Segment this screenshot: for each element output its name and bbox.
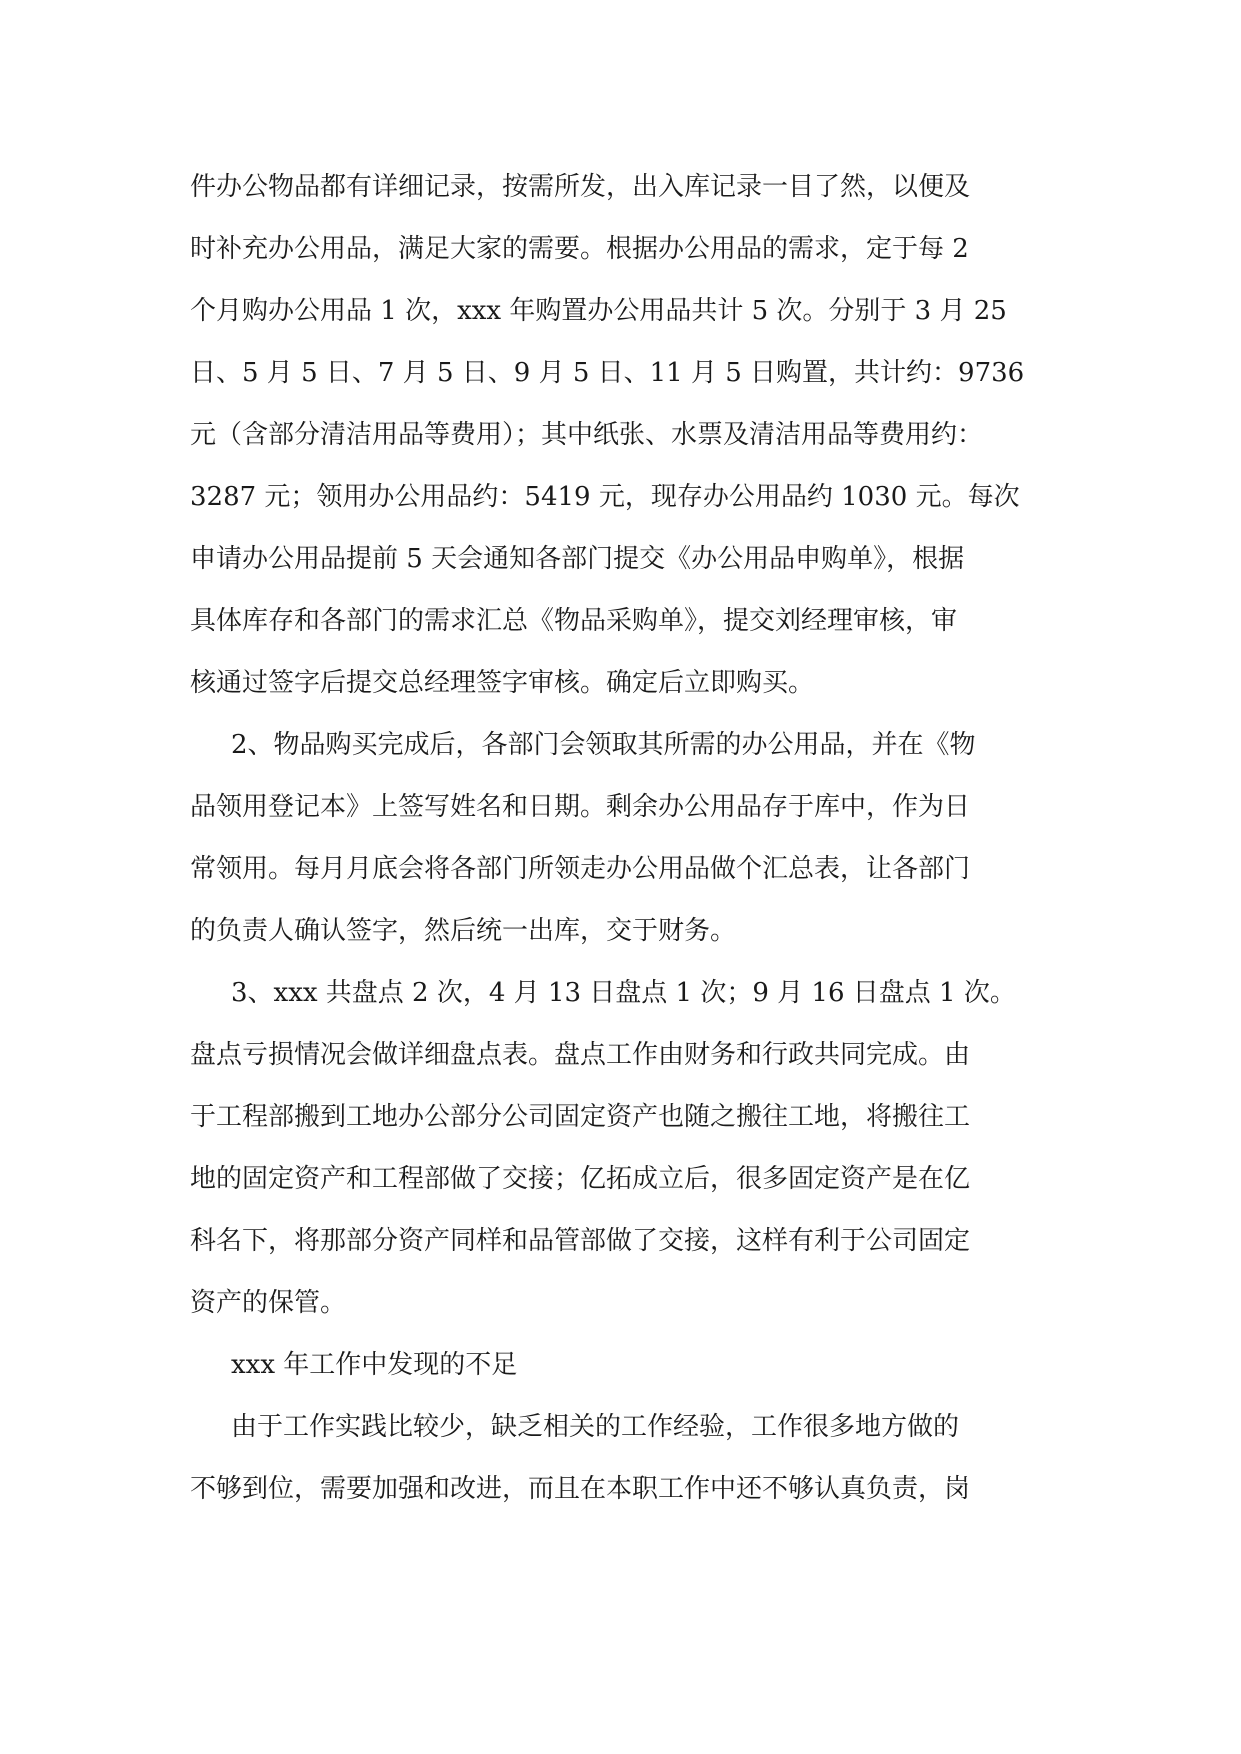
paragraph-line: 品领用登记本》上签写姓名和日期。剩余办公用品存于库中，作为日 (190, 792, 971, 822)
section-heading: xxx 年工作中发现的不足 (231, 1350, 518, 1380)
document-body (190, 156, 1060, 1520)
paragraph-line: 由于工作实践比较少，缺乏相关的工作经验，工作很多地方做的 (231, 1412, 960, 1442)
paragraph-line: 科名下，将那部分资产同样和品管部做了交接，这样有利于公司固定 (190, 1226, 971, 1256)
paragraph-line: 3、xxx 共盘点 2 次，4 月 13 日盘点 1 次；9 月 16 日盘点 1 次。 (231, 978, 1016, 1008)
paragraph-line: 申请办公用品提前 5 天会通知各部门提交《办公用品申购单》，根据 (190, 544, 965, 574)
paragraph-line: 于工程部搬到工地办公部分公司固定资产也随之搬往工地，将搬往工 (190, 1102, 971, 1132)
paragraph-line: 盘点亏损情况会做详细盘点表。盘点工作由财务和行政共同完成。由 (190, 1040, 971, 1070)
paragraph-line: 个月购办公用品 1 次，xxx 年购置办公用品共计 5 次。分别于 3 月 25 (190, 296, 1007, 326)
paragraph-line: 常领用。每月月底会将各部门所领走办公用品做个汇总表，让各部门 (190, 854, 971, 884)
paragraph-line: 2、物品购买完成后，各部门会领取其所需的办公用品，并在《物 (231, 730, 976, 760)
paragraph-line: 时补充办公用品，满足大家的需要。根据办公用品的需求，定于每 2 (190, 234, 969, 264)
paragraph-line: 日、5 月 5 日、7 月 5 日、9 月 5 日、11 月 5 日购置，共计约：9736 (190, 358, 1025, 388)
paragraph-line: 具体库存和各部门的需求汇总《物品采购单》，提交刘经理审核，审 (190, 606, 958, 636)
paragraph-line: 地的固定资产和工程部做了交接；亿拓成立后，很多固定资产是在亿 (190, 1164, 971, 1194)
paragraph-line: 资产的保管。 (190, 1288, 347, 1318)
paragraph-line: 3287 元；领用办公用品约：5419 元，现存办公用品约 1030 元。每次 (190, 482, 1020, 512)
paragraph-line: 件办公物品都有详细记录，按需所发，出入库记录一目了然，以便及 (190, 172, 971, 202)
paragraph-line: 元（含部分清洁用品等费用）；其中纸张、水票及清洁用品等费用约： (190, 420, 984, 450)
paragraph-line: 的负责人确认签字，然后统一出库，交于财务。 (190, 916, 737, 946)
paragraph-line: 不够到位，需要加强和改进，而且在本职工作中还不够认真负责，岗 (190, 1474, 971, 1504)
paragraph-line: 核通过签字后提交总经理签字审核。确定后立即购买。 (190, 668, 815, 698)
